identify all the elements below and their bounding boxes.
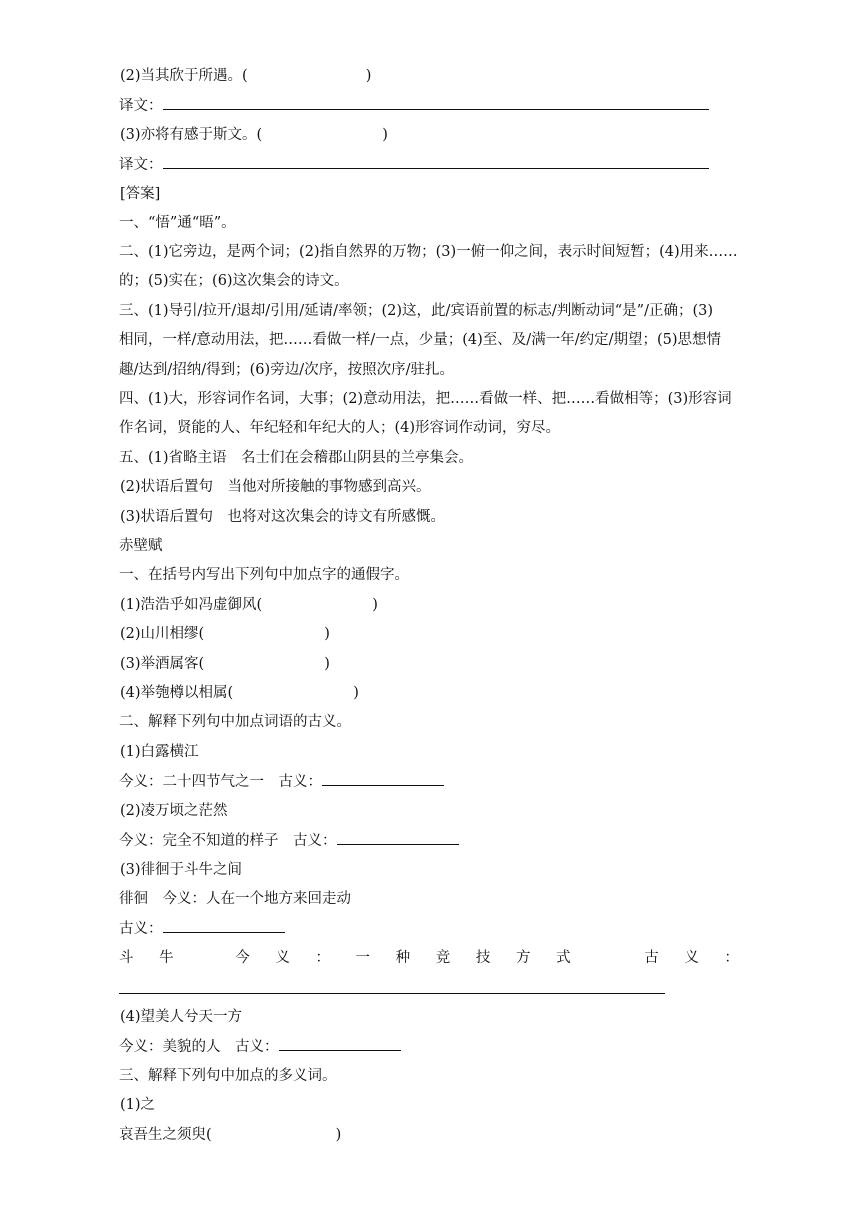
answer-line: (3)状语后置句 也将对这次集会的诗文有所感慨。 bbox=[120, 509, 446, 525]
question-line: 今义：完全不知道的样子 古义： bbox=[119, 830, 459, 851]
answer-blank bbox=[279, 1036, 401, 1051]
answer-line: 趣/达到/招纳/得到；(6)旁边/次序，按照次序/驻扎。 bbox=[119, 362, 454, 378]
question-line: (3)举酒属客( ) bbox=[120, 656, 330, 672]
question-line: (2)山川相缪( ) bbox=[120, 626, 330, 642]
answer-line: (2)状语后置句 当他对所接触的事物感到高兴。 bbox=[120, 479, 431, 495]
question-line: 徘徊 今义：人在一个地方来回走动 bbox=[119, 891, 351, 907]
question-line: (1)白露横江 bbox=[120, 744, 199, 760]
answer-blank bbox=[119, 993, 665, 994]
question-heading: 三、解释下列句中加点的多义词。 bbox=[119, 1068, 337, 1084]
answer-blank bbox=[163, 154, 709, 169]
question-heading: 二、解释下列句中加点词语的古义。 bbox=[119, 714, 351, 730]
question-line: 古义： bbox=[119, 918, 285, 939]
answer-line: 四、(1)大，形容词作名词，大事；(2)意动用法，把……看做一样、把……看做相等；(3)形容词 bbox=[119, 391, 732, 407]
question-line: 今义：美貌的人 古义： bbox=[119, 1036, 401, 1057]
question-line: (3)徘徊于斗牛之间 bbox=[120, 862, 243, 878]
question-line: (2)凌万顷之茫然 bbox=[120, 803, 228, 819]
translation-line: 译文： bbox=[119, 95, 709, 116]
answer-line: 二、(1)它旁边，是两个词；(2)指自然界的万物；(3)一俯一仰之间，表示时间短暂；(4)用来…… bbox=[119, 244, 738, 260]
answer-blank bbox=[163, 95, 709, 110]
answer-line: 三、(1)导引/拉开/退却/引用/延请/率领；(2)这，此/宾语前置的标志/判断动词“是”/正确；(3) bbox=[119, 303, 714, 319]
question-line: (3)亦将有感于斯文。( ) bbox=[120, 127, 388, 143]
question-heading: 一、在括号内写出下列句中加点字的通假字。 bbox=[119, 567, 409, 583]
answer-line: 的；(5)实在；(6)这次集会的诗文。 bbox=[119, 273, 349, 289]
section-title: 赤壁赋 bbox=[119, 538, 163, 554]
answer-blank bbox=[163, 918, 285, 933]
question-line: (4)望美人兮天一方 bbox=[120, 1009, 243, 1025]
answer-line: 相同，一样/意动用法，把……看做一样/一点，少量；(4)至、及/满一年/约定/期望；(5)思想情 bbox=[119, 332, 722, 348]
answer-blank bbox=[322, 771, 444, 786]
answer-line: 作名词，贤能的人、年纪轻和年纪大的人；(4)形容词作动词，穷尽。 bbox=[119, 420, 561, 436]
question-line: (1)之 bbox=[120, 1097, 156, 1113]
answer-blank bbox=[337, 830, 459, 845]
translation-line: 译文： bbox=[119, 154, 709, 175]
answer-line: 五、(1)省略主语 名士们在会稽郡山阴县的兰亭集会。 bbox=[119, 450, 474, 466]
question-line: (1)浩浩乎如冯虚御风( ) bbox=[120, 597, 378, 613]
question-line: (2)当其欣于所遇。( ) bbox=[120, 68, 372, 84]
question-line: 今义：二十四节气之一 古义： bbox=[119, 771, 444, 792]
answer-heading: [答案] bbox=[120, 186, 161, 202]
justified-question-line: 斗 牛 今 义 ： 一 种 竞 技 方 式 古 义 ： bbox=[119, 950, 739, 966]
question-line: (4)举匏樽以相属( ) bbox=[120, 685, 359, 701]
question-line: 哀吾生之须臾( ) bbox=[119, 1127, 342, 1143]
answer-line: 一、“悟”通“晤”。 bbox=[119, 215, 236, 231]
